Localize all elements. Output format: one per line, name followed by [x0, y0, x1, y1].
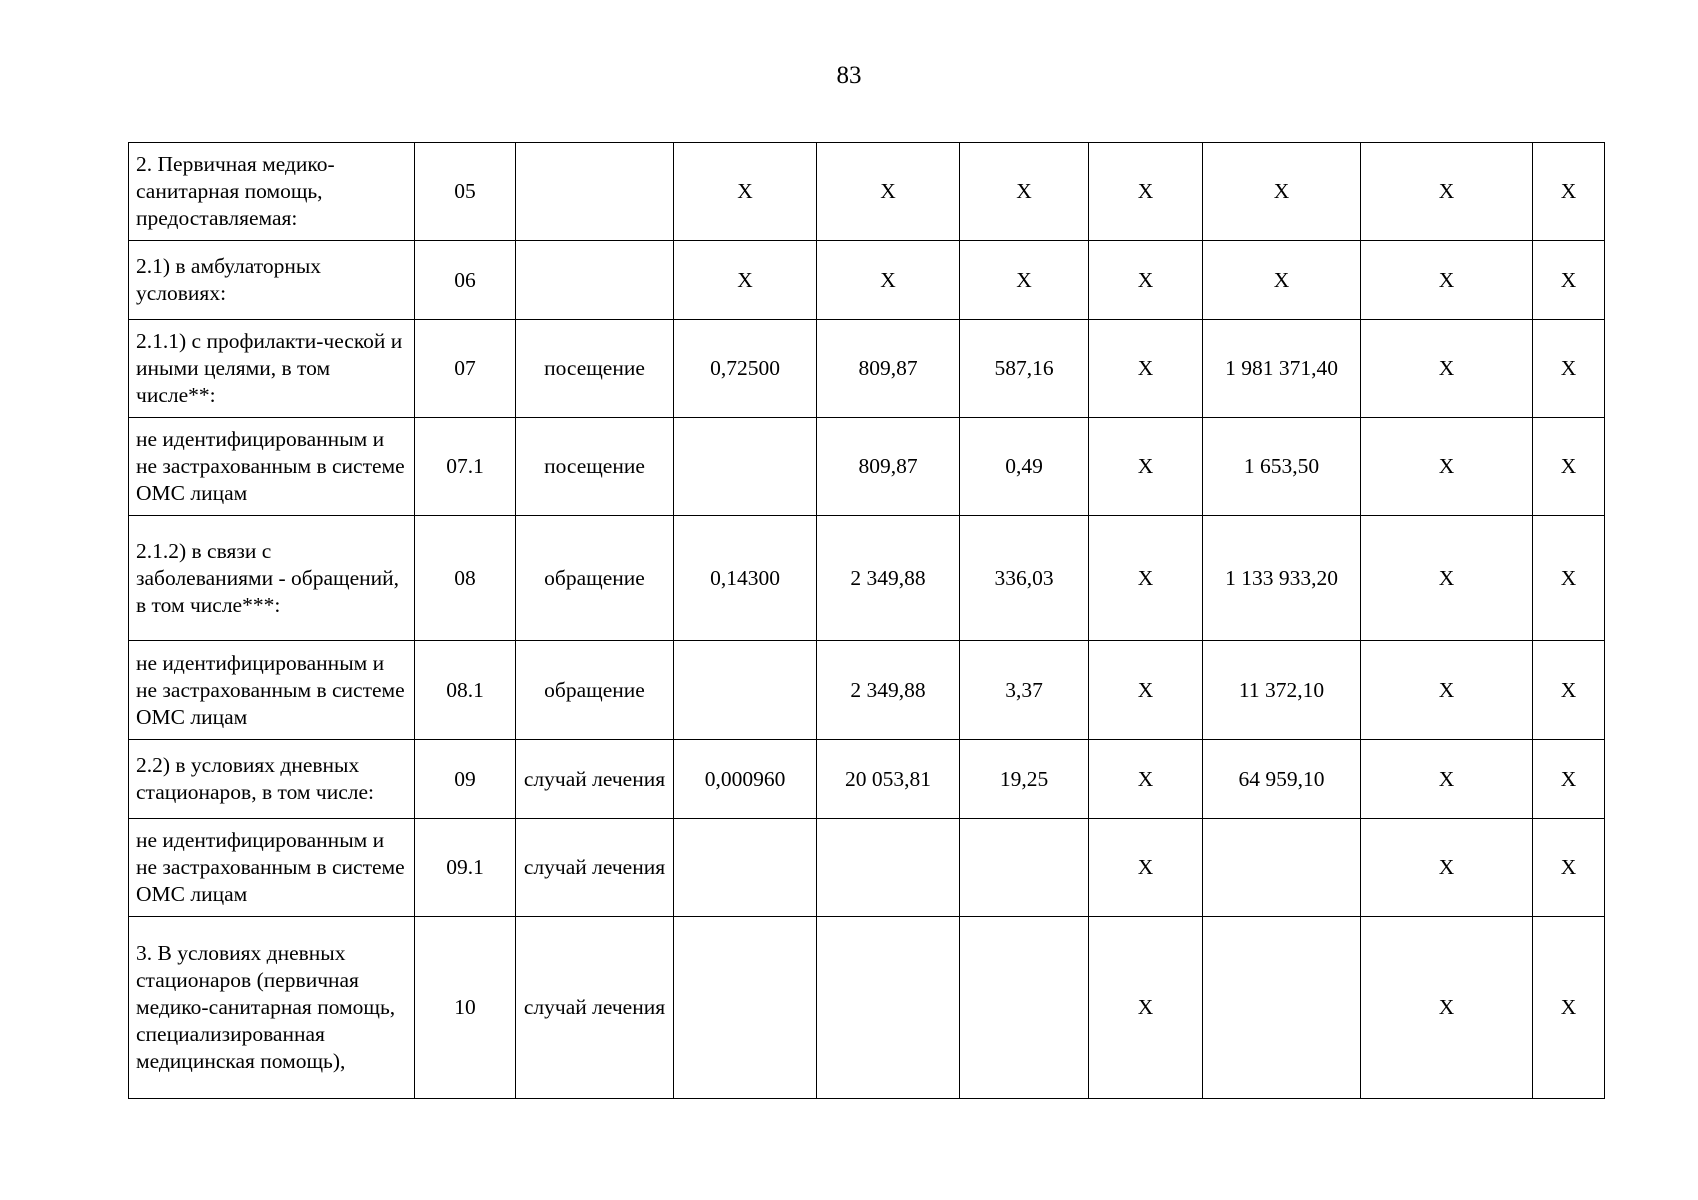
- table-row: [129, 418, 1605, 516]
- row-code: 09: [415, 740, 516, 819]
- cell-col8: X: [1203, 241, 1361, 320]
- cell-col9: X: [1361, 418, 1533, 516]
- cell-col9: X: [1361, 143, 1533, 241]
- cell-col7: X: [1089, 143, 1203, 241]
- cell-col6: 336,03: [960, 516, 1089, 641]
- cell-col6: X: [960, 143, 1089, 241]
- cell-col7: X: [1089, 241, 1203, 320]
- table-row: [129, 516, 1605, 641]
- cell-col5: 2 349,88: [817, 516, 960, 641]
- cell-col6: X: [960, 241, 1089, 320]
- cell-col4: [674, 418, 817, 516]
- cell-col5: 809,87: [817, 418, 960, 516]
- cell-col6: 587,16: [960, 320, 1089, 418]
- data-table: [128, 142, 1605, 1099]
- cell-col8: [1203, 819, 1361, 917]
- cell-col4: 0,14300: [674, 516, 817, 641]
- table-row: [129, 641, 1605, 740]
- cell-col7: X: [1089, 516, 1203, 641]
- cell-col10: X: [1533, 516, 1605, 641]
- cell-col4: 0,72500: [674, 320, 817, 418]
- cell-col7: X: [1089, 740, 1203, 819]
- cell-col10: X: [1533, 917, 1605, 1099]
- cell-col5: X: [817, 241, 960, 320]
- row-label: не идентифицированным и не застрахованным в системе ОМС лицам: [129, 418, 415, 516]
- row-code: 08: [415, 516, 516, 641]
- page-number: 83: [836, 62, 862, 89]
- cell-col10: X: [1533, 320, 1605, 418]
- row-code: 07: [415, 320, 516, 418]
- table-row: [129, 740, 1605, 819]
- row-code: 05: [415, 143, 516, 241]
- cell-col4: [674, 641, 817, 740]
- cell-col7: X: [1089, 418, 1203, 516]
- cell-col10: X: [1533, 641, 1605, 740]
- cell-col5: 809,87: [817, 320, 960, 418]
- cell-col7: X: [1089, 320, 1203, 418]
- row-unit: случай лечения: [516, 917, 674, 1099]
- cell-col10: X: [1533, 418, 1605, 516]
- cell-col8: X: [1203, 143, 1361, 241]
- cell-col7: X: [1089, 641, 1203, 740]
- row-code: 08.1: [415, 641, 516, 740]
- row-code: 06: [415, 241, 516, 320]
- cell-col9: X: [1361, 641, 1533, 740]
- row-unit: случай лечения: [516, 740, 674, 819]
- cell-col5: X: [817, 143, 960, 241]
- row-label: 2.1.1) с профилакти-ческой и иными целями, в том числе**:: [129, 320, 415, 418]
- row-code: 09.1: [415, 819, 516, 917]
- table-row: [129, 320, 1605, 418]
- table-row: [129, 241, 1605, 320]
- cell-col8: 11 372,10: [1203, 641, 1361, 740]
- cell-col4: X: [674, 241, 817, 320]
- cell-col8: 1 133 933,20: [1203, 516, 1361, 641]
- cell-col6: 0,49: [960, 418, 1089, 516]
- cell-col8: 1 653,50: [1203, 418, 1361, 516]
- cell-col8: 1 981 371,40: [1203, 320, 1361, 418]
- cell-col9: X: [1361, 241, 1533, 320]
- cell-col7: X: [1089, 917, 1203, 1099]
- cell-col8: 64 959,10: [1203, 740, 1361, 819]
- cell-col9: X: [1361, 516, 1533, 641]
- row-unit: случай лечения: [516, 819, 674, 917]
- cell-col10: X: [1533, 740, 1605, 819]
- table-row: [129, 917, 1605, 1099]
- table-row: [129, 143, 1605, 241]
- row-unit: обращение: [516, 516, 674, 641]
- cell-col9: X: [1361, 819, 1533, 917]
- cell-col5: [817, 819, 960, 917]
- cell-col6: [960, 917, 1089, 1099]
- cell-col7: X: [1089, 819, 1203, 917]
- row-label: 2.2) в условиях дневных стационаров, в том числе:: [129, 740, 415, 819]
- row-unit: [516, 241, 674, 320]
- row-label: не идентифицированным и не застрахованным в системе ОМС лицам: [129, 641, 415, 740]
- row-label: 2.1) в амбулаторных условиях:: [129, 241, 415, 320]
- cell-col5: 20 053,81: [817, 740, 960, 819]
- row-unit: [516, 143, 674, 241]
- cell-col4: 0,000960: [674, 740, 817, 819]
- cell-col5: [817, 917, 960, 1099]
- cell-col9: X: [1361, 740, 1533, 819]
- row-unit: посещение: [516, 320, 674, 418]
- cell-col4: [674, 917, 817, 1099]
- cell-col6: [960, 819, 1089, 917]
- cell-col6: 3,37: [960, 641, 1089, 740]
- row-label: 2.1.2) в связи с заболеваниями - обращений, в том числе***:: [129, 516, 415, 641]
- row-label: 3. В условиях дневных стационаров (первичная медико-санитарная помощь, специализированная медицинская помощь),: [129, 917, 415, 1099]
- cell-col6: 19,25: [960, 740, 1089, 819]
- row-unit: посещение: [516, 418, 674, 516]
- table-row: [129, 819, 1605, 917]
- cell-col8: [1203, 917, 1361, 1099]
- cell-col10: X: [1533, 819, 1605, 917]
- cell-col10: X: [1533, 241, 1605, 320]
- row-code: 10: [415, 917, 516, 1099]
- cell-col9: X: [1361, 917, 1533, 1099]
- cell-col4: [674, 819, 817, 917]
- cell-col9: X: [1361, 320, 1533, 418]
- row-label: не идентифицированным и не застрахованным в системе ОМС лицам: [129, 819, 415, 917]
- row-unit: обращение: [516, 641, 674, 740]
- cell-col5: 2 349,88: [817, 641, 960, 740]
- row-label: 2. Первичная медико-санитарная помощь, предоставляемая:: [129, 143, 415, 241]
- row-code: 07.1: [415, 418, 516, 516]
- cell-col10: X: [1533, 143, 1605, 241]
- cell-col4: X: [674, 143, 817, 241]
